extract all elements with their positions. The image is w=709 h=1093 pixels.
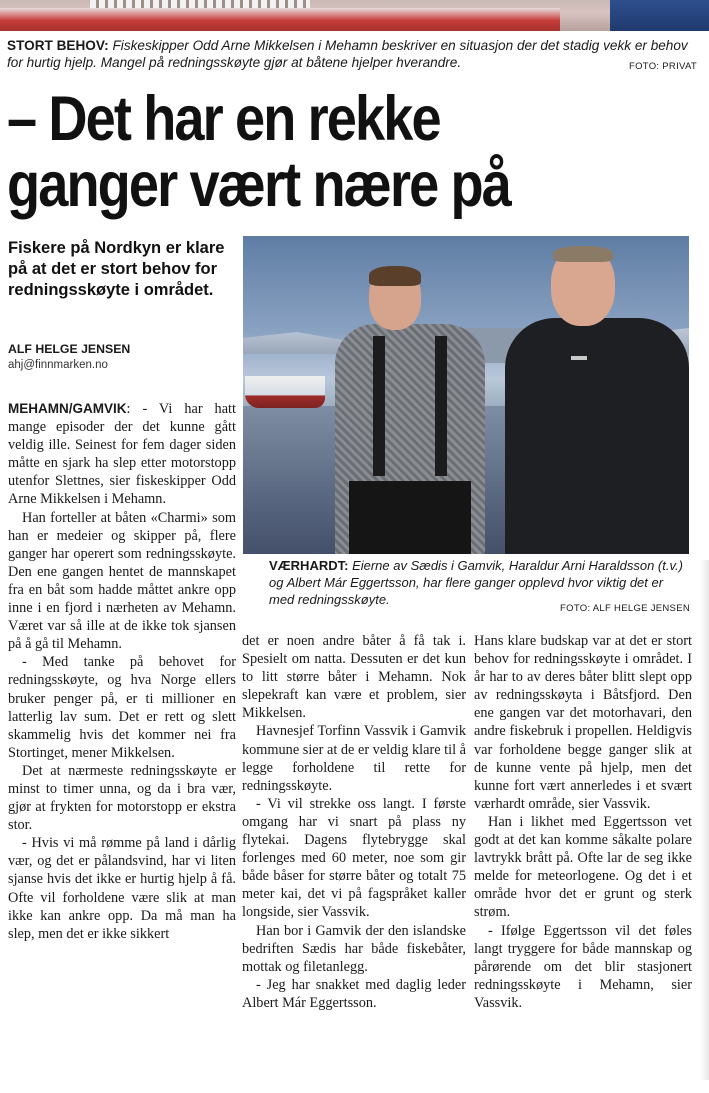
person-right-sweater [505,318,689,554]
person-right-hair [553,246,613,262]
page-edge-shadow [700,560,709,1080]
headline-line-1: – Det har en rekke [7,84,440,154]
person-jacket-image [610,0,709,31]
body-column-1 [8,400,236,943]
byline-author: ALF HELGE JENSEN [8,342,131,356]
person-left-hair [369,266,421,286]
main-photo [243,236,689,554]
headline [7,86,609,218]
person-left-strap-left [373,336,385,476]
body-column-2 [242,632,466,1012]
paragraph: Hans klare budskap var at det er stort behov for redningsskøyte i området. I år har to av deres båter blitt slept opp av redningsskøyta i Båtsfjord. Den ene gangen var det motorhavari, den andre fiskebruk i propellen. Heldigvis var forholdene begge ganger slik at de kunne vente på hjelp, men det kunne fort vært annerledes i et svært værhardt område, sier Vassvik. [474,633,692,812]
top-photo-strip [0,0,709,31]
person-right-logo [571,356,587,360]
paragraph: - Hvis vi må rømme på land i dårlig vær, og det er pålandsvind, har vi liten sjanse hvis det ikke er hurtig hjelp å få. Ofte vil forholdene være slik at man ikke kan ankre opp. Da må man ha slep, men det er ikke sikkert [8,835,236,942]
paragraph [8,400,236,509]
photo-person-left [335,266,485,554]
headline-line-2: ganger vært nære på [7,150,511,220]
paragraph-text: : - Vi har hatt mange episoder der det kunne gått veldig ille. Seinest for fem dager siden måtte en sjark ha slep etter motorstopp utenfor Slettnes, sier fiskeskipper Odd Arne Mikkelsen i Mehamn. [8,401,236,508]
paragraph: det er noen andre båter å få tak i. Spesielt om natta. Dessuten er det kun to litt større båter i Mehamn. Nok slepekraft kan være et problem, sier Mikkelsen. [242,633,466,722]
paragraph: - Ifølge Eggertsson vil det føles langt tryggere for både mannskap og pårørende om det blir stasjonert redningsskøyte i Mehamn, sier Vassvik. [474,922,692,1011]
top-caption-credit: FOTO: PRIVAT [629,61,697,72]
photo-person-right [505,246,689,554]
paragraph: - Vi vil strekke oss langt. I første omgang har vi snart på plass ny flytekai. Dagens flytebrygge skal forlenges med 60 meter, noe som gir både båser for større båter og totalt 75 meter kai, det vi på fagspråket kaller longside, sier Vassvik. [242,795,466,921]
photo-caption [269,557,689,608]
paragraph: Han forteller at båten «Charmi» som han er medeier og skipper på, flere ganger har operert som redningsskøyte. Den ene gangen hentet de mannskapet fra en båt som hadde måttet ankre opp inne i en fjord i nærheten av Mehamn. Været var så ille at de ikke tok sjansen på å gå til Mehamn. [8,509,236,653]
person-left-strap-right [435,336,447,476]
photo-caption-kicker: VÆRHARDT: [269,558,349,573]
photo-boat [245,376,325,408]
ingress: Fiskere på Nordkyn er klare på at det er stort behov for redningsskøyte i området. [8,239,225,299]
body-column-3 [474,632,692,1012]
dateline: MEHAMN/GAMVIK [8,401,127,416]
person-left-pants [349,481,471,554]
boat-rail-image [90,0,310,8]
paragraph: - Jeg har snakket med daglig leder Albert Már Eggertsson. [242,976,466,1011]
paragraph: - Med tanke på behovet for redningsskøyte, og hva Norge ellers bruker penger på, er ti millioner en latterlig lav sum. Det er rett og slett skammelig hvis det kommer nei fra Stortinget, mener Mikkelsen. [8,654,236,761]
top-caption-text: Fiskeskipper Odd Arne Mikkelsen i Mehamn beskriver en situasjon der det stadig vekk er behov for hurtig hjelp. Mangel på redningsskøyte gjør at båtene hjelper hverandre. [7,38,688,70]
top-caption-kicker: STORT BEHOV: [7,38,109,53]
byline-email[interactable]: ahj@finnmarken.no [8,359,108,371]
paragraph: Han bor i Gamvik der den islandske bedriften Sædis har både fiskebåter, mottak og filetanlegg. [242,922,466,975]
top-photo-caption [7,37,697,75]
photo-credit: FOTO: ALF HELGE JENSEN [560,603,690,614]
photo-caption-text: Eierne av Sædis i Gamvik, Haraldur Arni Haraldsson (t.v.) og Albert Már Eggertsson, har flere ganger opplevd hvor viktig det er med redningsskøyte. [269,558,683,607]
paragraph: Han i likhet med Eggertsson vet godt at det kan komme såkalte polare lavtrykk brått på. Ofte lar de seg ikke melde for meteorlogene. Og det i et område hvor det er grunt og sterk strøm. [474,813,692,921]
paragraph: Havnesjef Torfinn Vassvik i Gamvik kommune sier at de er veldig klare til å legge forholdene til rette for redningsskøyte. [242,723,466,794]
paragraph: Det at nærmeste redningsskøyte er minst to timer unna, og da i bra vær, gjør at frykten for motorstopp er ekstra stor. [8,762,236,834]
boat-hull-image [0,8,560,31]
